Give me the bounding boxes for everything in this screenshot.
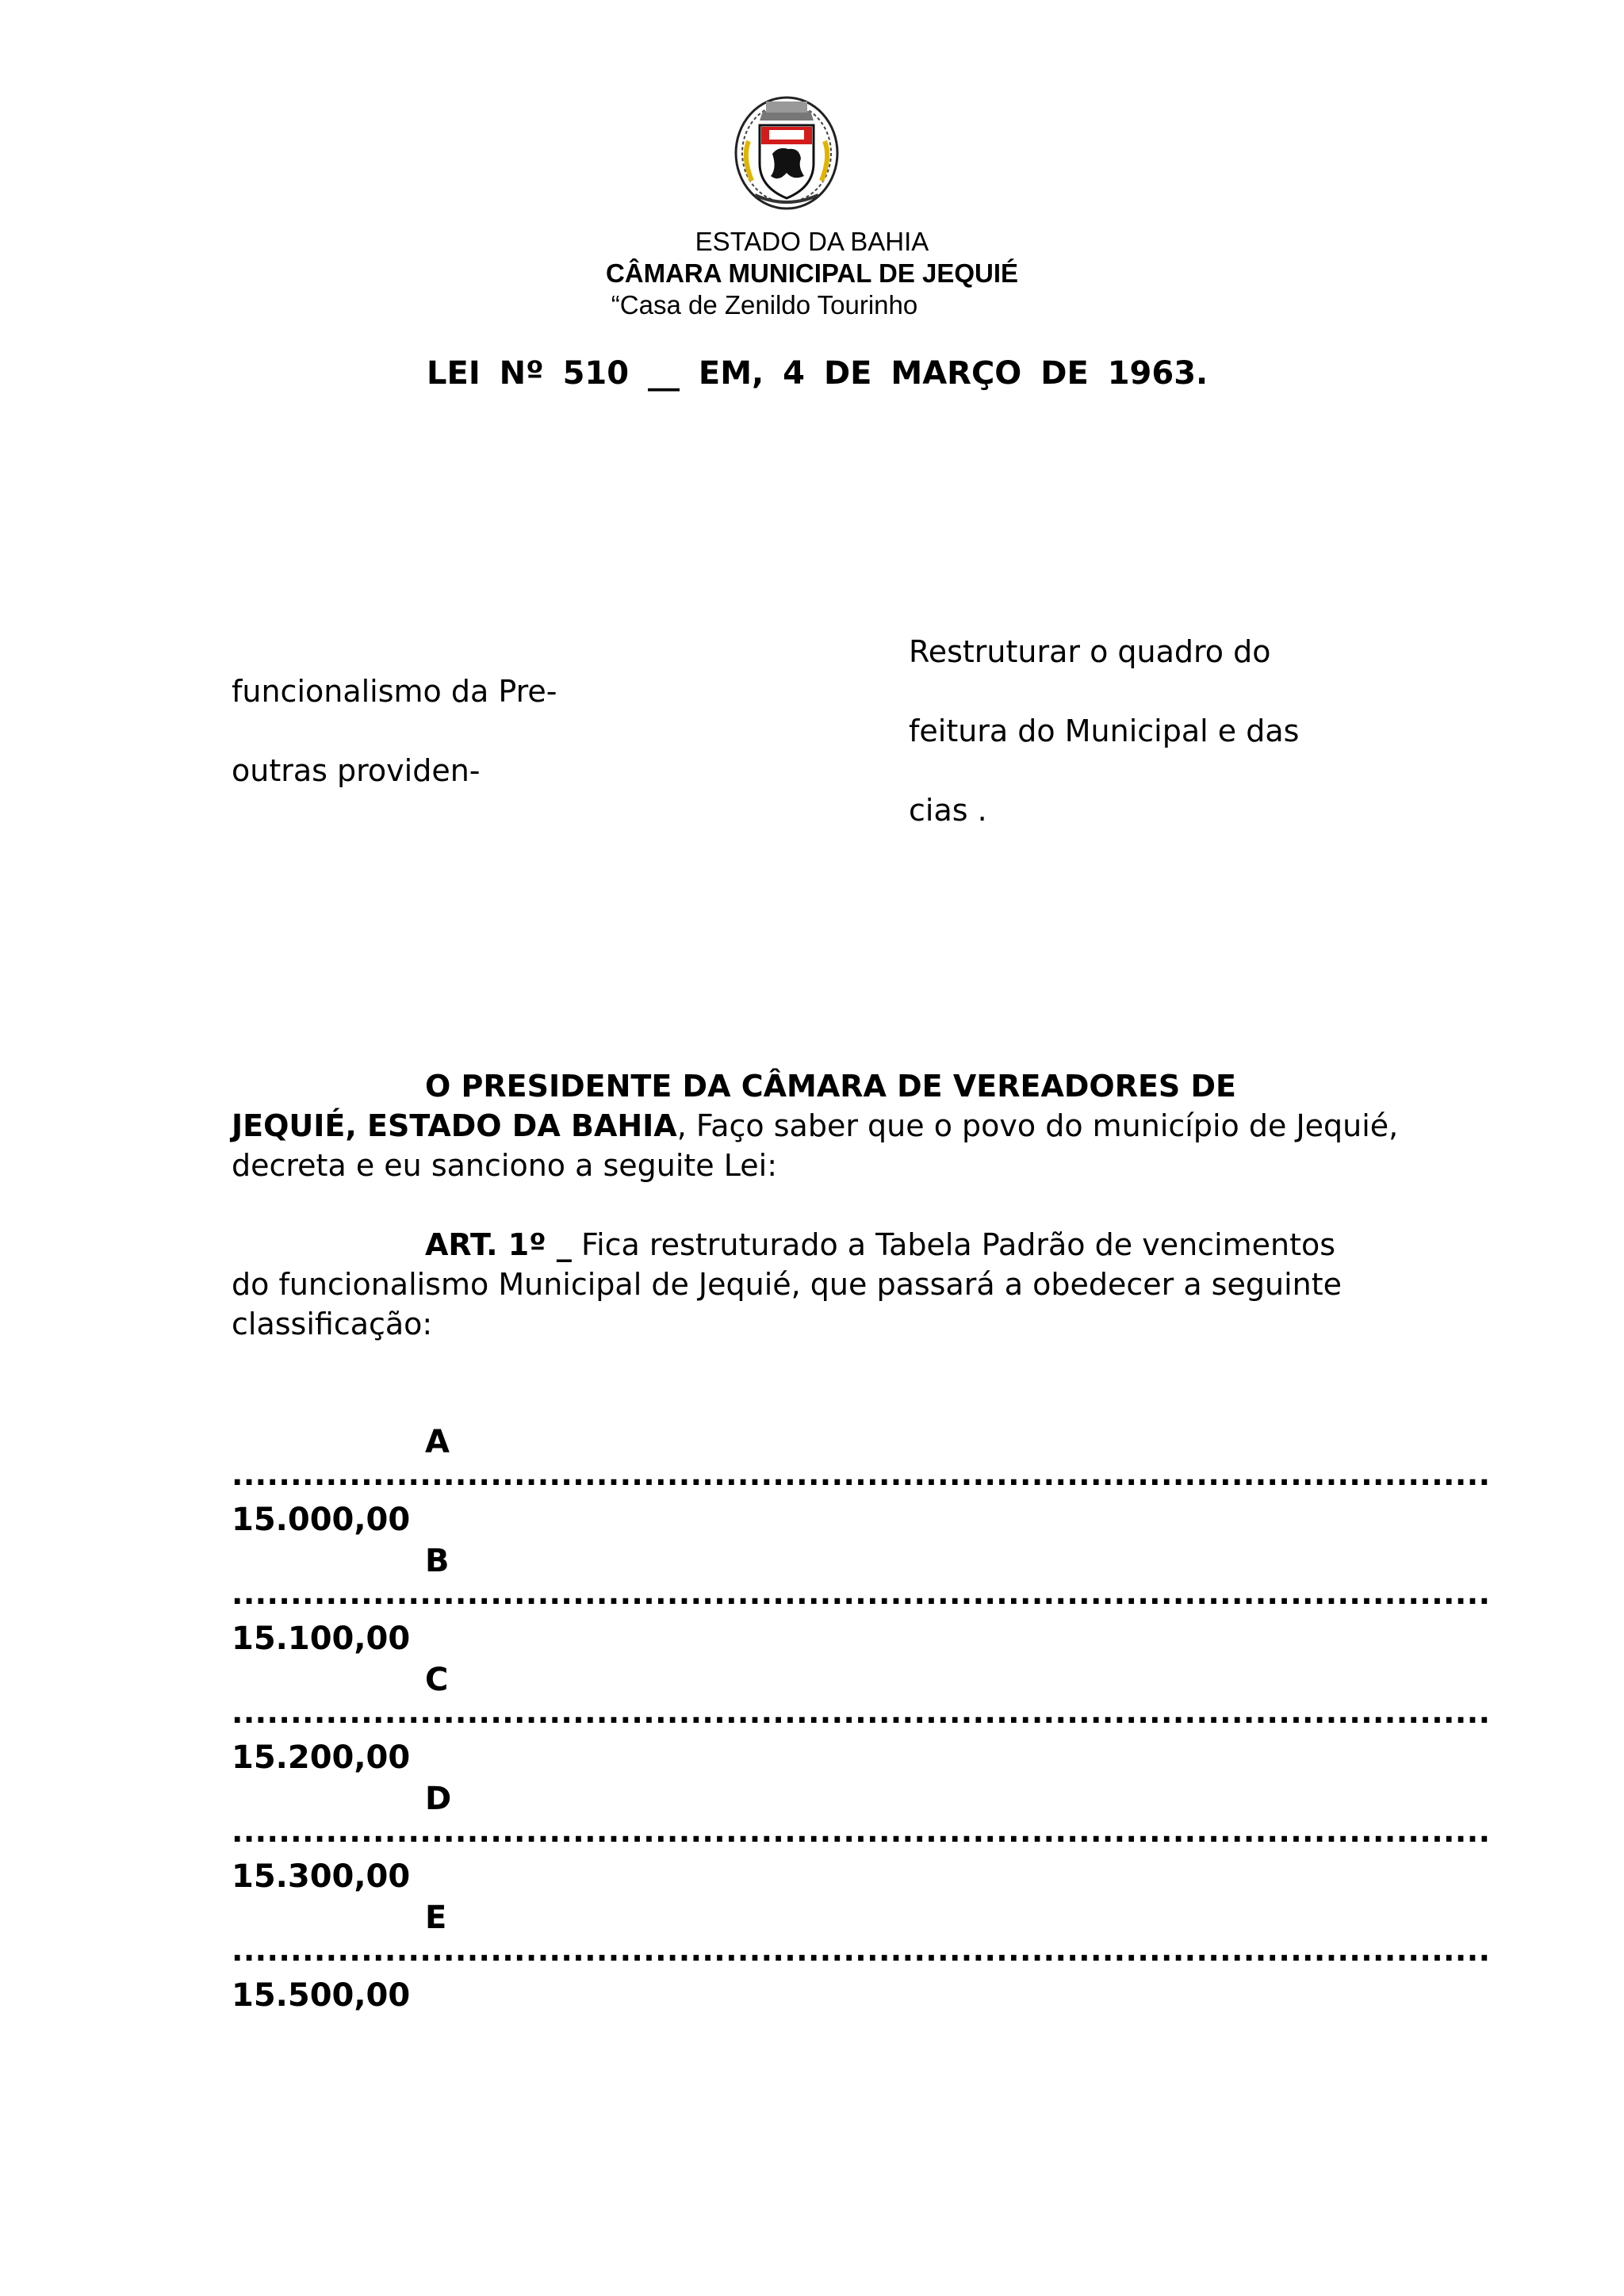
preamble-line-2-bold: JEQUIÉ, ESTADO DA BAHIA bbox=[232, 1108, 677, 1143]
grade-salary: 15.100,00 bbox=[232, 1621, 411, 1657]
header-house-name: “Casa de Zenildo Tourinho bbox=[611, 290, 918, 320]
municipal-coat-of-arms bbox=[731, 94, 842, 212]
grade-salary: 15.500,00 bbox=[232, 1977, 411, 2014]
article-1-line-1 bbox=[425, 1227, 1335, 1262]
grade-label: E bbox=[425, 1900, 447, 1936]
header-state: ESTADO DA BAHIA bbox=[695, 227, 929, 256]
preamble-line-2 bbox=[232, 1108, 1398, 1143]
summary-right-line-2: feitura do Municipal e das bbox=[909, 714, 1300, 748]
grade-salary: 15.000,00 bbox=[232, 1502, 411, 1538]
grade-salary: 15.200,00 bbox=[232, 1739, 411, 1776]
summary-right-line-3: cias . bbox=[909, 793, 987, 828]
summary-left-line-2: outras providen- bbox=[232, 753, 481, 788]
grade-label: D bbox=[425, 1781, 452, 1817]
grade-label: C bbox=[425, 1662, 449, 1698]
dot-leader: ........................................................................................................... bbox=[232, 1576, 1491, 1611]
summary-left-line-1: funcionalismo da Pre- bbox=[232, 674, 557, 709]
grade-label: B bbox=[425, 1543, 450, 1579]
summary-right-line-1: Restruturar o quadro do bbox=[909, 634, 1271, 669]
article-1-line-1-rest: Fica restruturado a Tabela Padrão de vencimentos bbox=[571, 1227, 1336, 1262]
grade-salary: 15.300,00 bbox=[232, 1858, 411, 1895]
dot-leader: ........................................................................................................... bbox=[232, 1814, 1491, 1849]
article-1-line-2: do funcionalismo Municipal de Jequié, que passará a obedecer a seguinte bbox=[232, 1267, 1342, 1302]
dot-leader: ........................................................................................................... bbox=[232, 1933, 1491, 1968]
article-1-label: ART. 1º _ bbox=[425, 1227, 572, 1262]
dot-leader: ........................................................................................................... bbox=[232, 1695, 1491, 1730]
law-title: LEI Nº 510 __ EM, 4 DE MARÇO DE 1963. bbox=[427, 355, 1208, 392]
dot-leader: ........................................................................................................... bbox=[232, 1457, 1491, 1492]
article-1-line-3: classificação: bbox=[232, 1307, 433, 1341]
header-chamber: CÂMARA MUNICIPAL DE JEQUIÉ bbox=[605, 258, 1019, 288]
preamble-line-1: O PRESIDENTE DA CÂMARA DE VEREADORES DE bbox=[425, 1069, 1237, 1104]
preamble-line-3: decreta e eu sanciono a seguite Lei: bbox=[232, 1148, 778, 1183]
grade-label: A bbox=[425, 1424, 450, 1460]
preamble-line-2-rest: , Faço saber que o povo do município de Jequié, bbox=[676, 1108, 1399, 1143]
